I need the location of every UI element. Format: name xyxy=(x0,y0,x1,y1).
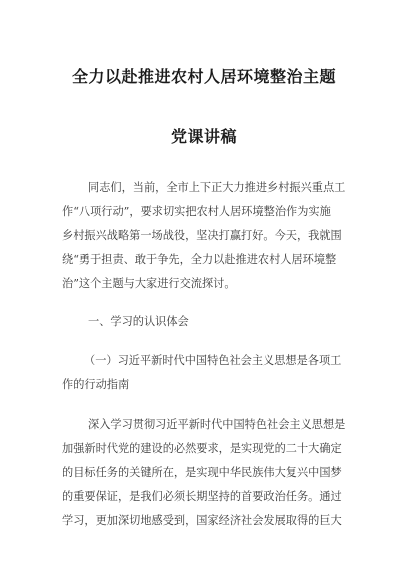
subheading-1-line-1: （一）习近平新时代中国特色社会主义思想是各项工 xyxy=(84,354,342,367)
paragraph-2-line-1: 深入学习贯彻习近平新时代中国特色社会主义思想是 xyxy=(88,418,346,431)
paragraph-1-line-4: 绕“勇于担责、敢于争先，全力以赴推进农村人居环境整 xyxy=(62,253,337,266)
paragraph-2-line-2: 加强新时代党的建设的必然要求，是实现党的二十大确定 xyxy=(62,442,342,455)
paragraph-1-line-3: 乡村振兴战略第一场战役，坚决打赢打好。今天，我就围 xyxy=(62,229,342,242)
paragraph-2-line-5: 学习，更加深切地感受到，国家经济社会发展取得的巨大 xyxy=(62,514,342,527)
document-title-line-1: 全力以赴推进农村人居环境整治主题 xyxy=(71,67,336,86)
subheading-1-line-2: 作的行动指南 xyxy=(62,378,130,391)
document-title-line-2: 党课讲稿 xyxy=(170,127,237,146)
paragraph-2-line-3: 的目标任务的关键所在，是实现中华民族伟大复兴中国梦 xyxy=(62,466,342,479)
paragraph-2-line-4: 的重要保证，是我们必须长期坚持的首要政治任务。通过 xyxy=(62,490,342,503)
paragraph-1-line-2: 作“八项行动”，要求切实把农村人居环境整治作为实施 xyxy=(62,205,331,218)
section-heading-1: 一、学习的认识体会 xyxy=(88,315,189,328)
paragraph-1-line-1: 同志们，当前，全市上下正大力推进乡村振兴重点工 xyxy=(88,181,346,194)
paragraph-1-line-5: 治”这个主题与大家进行交流探讨。 xyxy=(62,277,236,290)
